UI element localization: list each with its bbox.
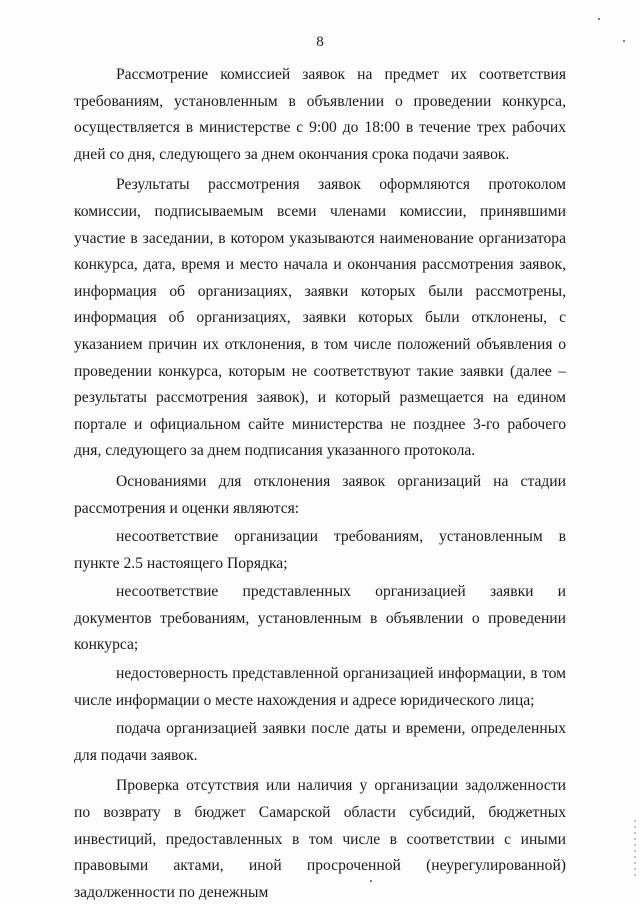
- document-body: [74, 62, 566, 910]
- list-item-docs-noncompliance: несоответствие представленных организацией заявки и документов требованиям, установленным в объявлении о проведении конкурса;: [74, 583, 566, 654]
- page-number: 8: [316, 34, 324, 50]
- scan-speck: [623, 40, 625, 42]
- list-item-false-information: недостоверность представленной организацией информации, в том числе информации о месте нахождения и адресе юридического лица;: [74, 665, 566, 709]
- scan-speck: [598, 18, 600, 20]
- list-item-late-submission: подача организацией заявки после даты и времени, определенных для подачи заявок.: [74, 720, 566, 764]
- list-item-org-noncompliance: несоответствие организации требованиям, установленным в пункте 2.5 настоящего Порядка;: [74, 528, 566, 572]
- paragraph-rejection-grounds: Основаниями для отклонения заявок организаций на стадии рассмотрения и оценки являются:: [74, 472, 566, 517]
- paragraph-commission-review: Рассмотрение комиссией заявок на предмет их соответствия требованиям, установленным в объявлении о проведении конкурса, осуществляется в министерстве с 9:00 до 18:00 в течение трех рабочих дней со дня, следующего за днем окончания срока подачи заявок.: [74, 66, 566, 163]
- scan-speck: [370, 880, 372, 882]
- paragraph-review-results: Результаты рассмотрения заявок оформляются протоколом комиссии, подписываемым всеми членами комиссии, принявшими участие в заседании, в котором указываются наименование организатора конкурса, дата, время и место начала и окончания рассмотрения заявок, информация об организациях, заявки которых были рассмотрены, информация об организациях, заявки которых были отклонены, с указанием причин их отклонения, в том числе положений объявления о проведении конкурса, которым не соответствуют такие заявки (далее – результаты рассмотрения заявок), и который размещается на едином портале и официальном сайте министерства не позднее 3-го рабочего дня, следующего за днем подписания указанного протокола.: [74, 176, 566, 460]
- scan-edge-artifact: [634, 820, 636, 880]
- paragraph-debt-check: Проверка отсутствия или наличия у организации задолженности по возврату в бюджет Самарской области субсидий, бюджетных инвестиций, предоставленных в том числе в соответствии с иными правовыми актами, иной просроченной (неурегулированной) задолженности по денежным: [74, 777, 566, 901]
